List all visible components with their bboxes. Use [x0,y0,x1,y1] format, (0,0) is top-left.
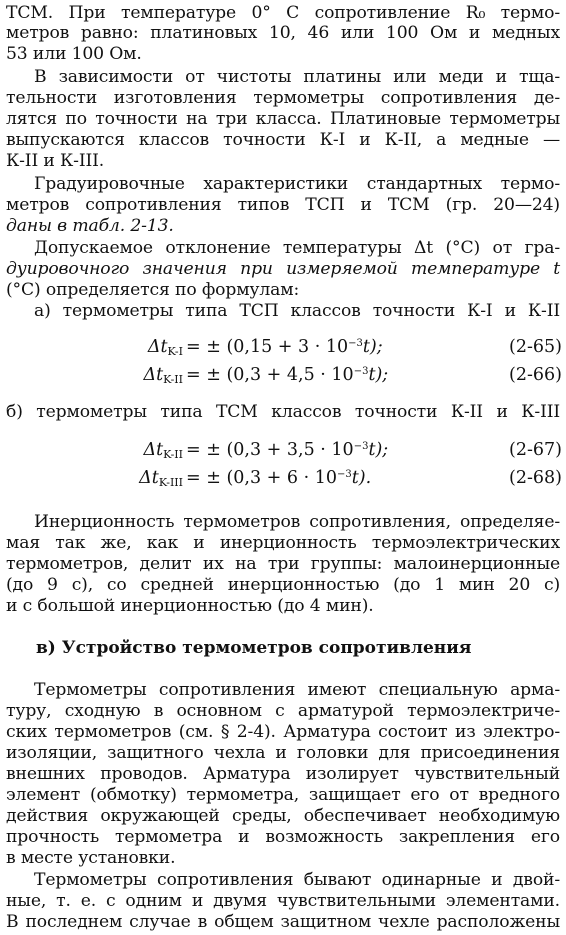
text-line: прочность термометра и возможность закрепления его [6,827,560,847]
text-line: туру, сходную в основном с арматурой термоэлектриче- [6,701,560,721]
text-line: даны в табл. 2-13. [6,216,174,236]
text-line: В последнем случае в общем защитном чехле расположены [6,912,560,932]
equation-number: (2-67) [509,440,562,460]
text-line: ских термометров (см. § 2-4). Арматура состоит из электро- [6,722,560,742]
text-line: внешних проводов. Арматура изолирует чувствительный [6,764,560,784]
text-line: лятся по точности на три класса. Платиновые термометры [6,109,560,129]
equation-number: (2-66) [509,365,562,385]
text-line: выпускаются классов точности К-I и К-II, а медные — [6,130,560,150]
text-line: Градуировочные характеристики стандартных термо- [34,174,560,194]
text-line: метров равно: платиновых 10, 46 или 100 Ом и медных [6,23,560,43]
text-line: элемент (обмотку) термометра, защищает его от вредного [6,785,560,805]
text-line: (до 9 с), со средней инерционностью (до 1 мин 20 с) [6,575,560,595]
text-line: Термометры сопротивления имеют специальную арма- [34,680,560,700]
text-line: метров сопротивления типов ТСП и ТСМ (гр. 20—24) [6,195,560,215]
text-line: ТСМ. При температуре 0° С сопротивление R₀ термо- [6,3,560,23]
text-line: Допускаемое отклонение температуры Δt (°С) от гра- [34,238,560,258]
text-line: ные, т. е. с одним и двумя чувствительными элементами. [6,891,560,911]
text-line: Инерционность термометров сопротивления, определяе- [34,512,560,532]
equation-number: (2-65) [509,337,562,357]
list-item-b: б) термометры типа ТСМ классов точности К-II и К-III [6,402,560,422]
text-line: термометров, делит их на три группы: малоинерционные [6,554,560,574]
section-heading: в) Устройство термометров сопротивления [36,638,472,658]
document-page: ТСМ. При температуре 0° С сопротивление R₀ термо- метров равно: платиновых 10, 46 или 100 Ом и медных 53 или 100 Ом. В зависимости от чистоты платины или меди и тща- тельности изготовления термометры сопротивления де- лятся по точности на три класса. Платиновые термометры выпускаются классов точности К-I и К-II, а медные — К-II и К-III. Градуировочные характеристики стандартных термо- метров сопротивления типов ТСП и ТСМ (гр. 20—24) даны в табл. 2-13. Допускаемое отклонение температуры Δt (°С) от гра- дуировочного значения при измеряемой температуре t (°С) определяется по формулам: а) термометры типа ТСП классов точности К-I и К-II $\Delta t_{K-I}$ = ± $(0,15 + 3 \cdot 10^{-3}t)$; (2-65) $\Delta t_{K-II}$ = ± $(0,3 + 4,5 \cdot 10^{-3}t)$; (2-66) б) термометры типа ТСМ классов точности К-II и К-III $\Delta t_{K-II}$ = ± $(0,3 + 3,5 \cdot 10^{-3}t)$; (2-67) $\Delta t_{K-III}$ = ± $(0,3 + 6 \cdot 10^{-3}t)$. (2-68) Инерционность термометров сопротивления, определяе- мая так же, как и инерционность термоэлектрических термометров, делит их на три группы: малоинерционные (до 9 с), со средней инерционностью (до 1 мин 20 с) и с большой инерционностью (до 4 мин). в) Устройство термометров сопротивления Термометры сопротивления имеют специальную арма- туру, сходную в основном с арматурой термоэлектриче- ских термометров (см. § 2-4). Арматура состоит из электро- изоляции, защитного чехла и головки для присоединения внешних проводов. Арматура изолирует чувствительный элемент (обмотку) термометра, защищает его от вредного действия окружающей среды, обеспечивает необходимую прочность термометра и возможность закрепления его в месте установки. Термометры сопротивления бывают одинарные и двой- ные, т. е. с одним и двумя чувствительными элементами. В последнем случае в общем защитном чехле расположены [6,3,562,932]
text-line: мая так же, как и инерционность термоэлектрических [6,533,560,553]
text-line: К-II и К-III. [6,151,105,171]
text-line: и с большой инерционностью (до 4 мин). [6,596,374,616]
list-item-a: а) термометры типа ТСП классов точности К-I и К-II [34,301,560,321]
text-line: 53 или 100 Ом. [6,44,142,64]
text-line: действия окружающей среды, обеспечивает необходимую [6,806,560,826]
equation-number: (2-68) [509,468,562,488]
text-line: Термометры сопротивления бывают одинарные и двой- [34,870,560,890]
text-line: (°С) определяется по формулам: [6,280,300,300]
text-line: в месте установки. [6,848,176,868]
text-line: изоляции, защитного чехла и головки для присоединения [6,743,560,763]
text-line: тельности изготовления термометры сопротивления де- [6,88,560,108]
text-line: В зависимости от чистоты платины или меди и тща- [34,67,560,87]
text-line: дуировочного значения при измеряемой температуре t [6,259,560,279]
